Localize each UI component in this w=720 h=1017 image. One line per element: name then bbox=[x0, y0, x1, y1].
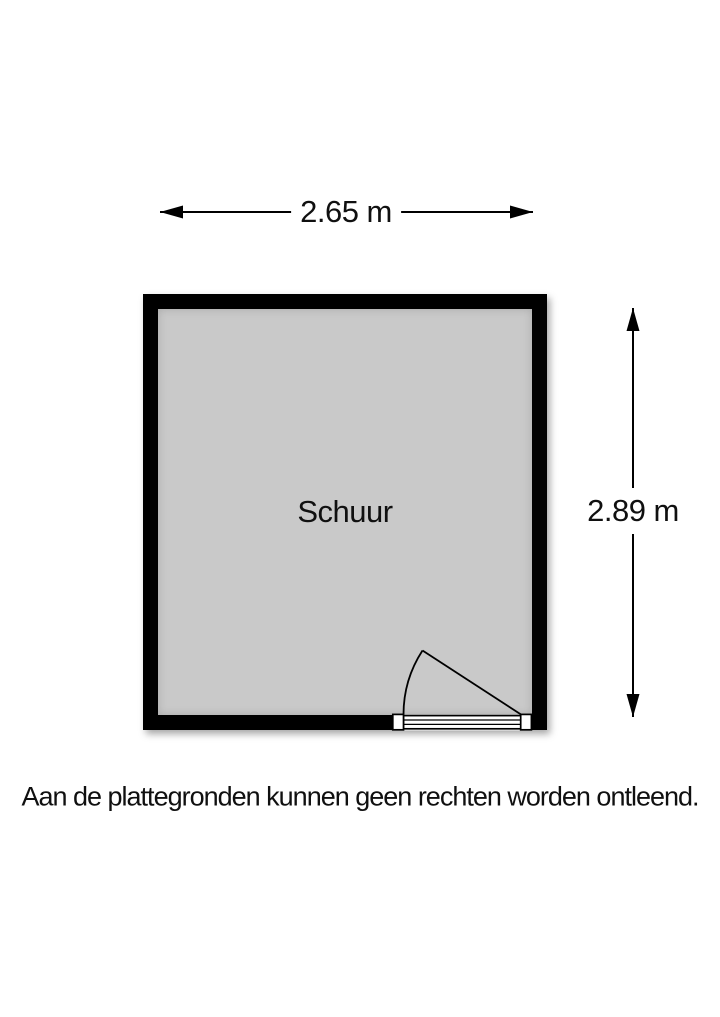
door-swing-arc bbox=[404, 651, 423, 715]
arrowhead-left-icon bbox=[160, 206, 183, 219]
room-label: Schuur bbox=[297, 494, 393, 529]
door-jamb-right bbox=[521, 714, 532, 729]
width-dimension-label: 2.65 m bbox=[291, 192, 401, 232]
door-leaf bbox=[423, 651, 522, 715]
door bbox=[392, 651, 532, 731]
disclaimer-text: Aan de plattegronden kunnen geen rechten worden ontleend. bbox=[21, 781, 699, 812]
door-threshold bbox=[404, 716, 522, 729]
arrowhead-up-icon bbox=[627, 308, 640, 331]
arrowhead-down-icon bbox=[627, 694, 640, 717]
arrowhead-right-icon bbox=[510, 206, 533, 219]
door-jamb-left bbox=[393, 714, 404, 729]
height-dimension-label: 2.89 m bbox=[584, 488, 682, 534]
